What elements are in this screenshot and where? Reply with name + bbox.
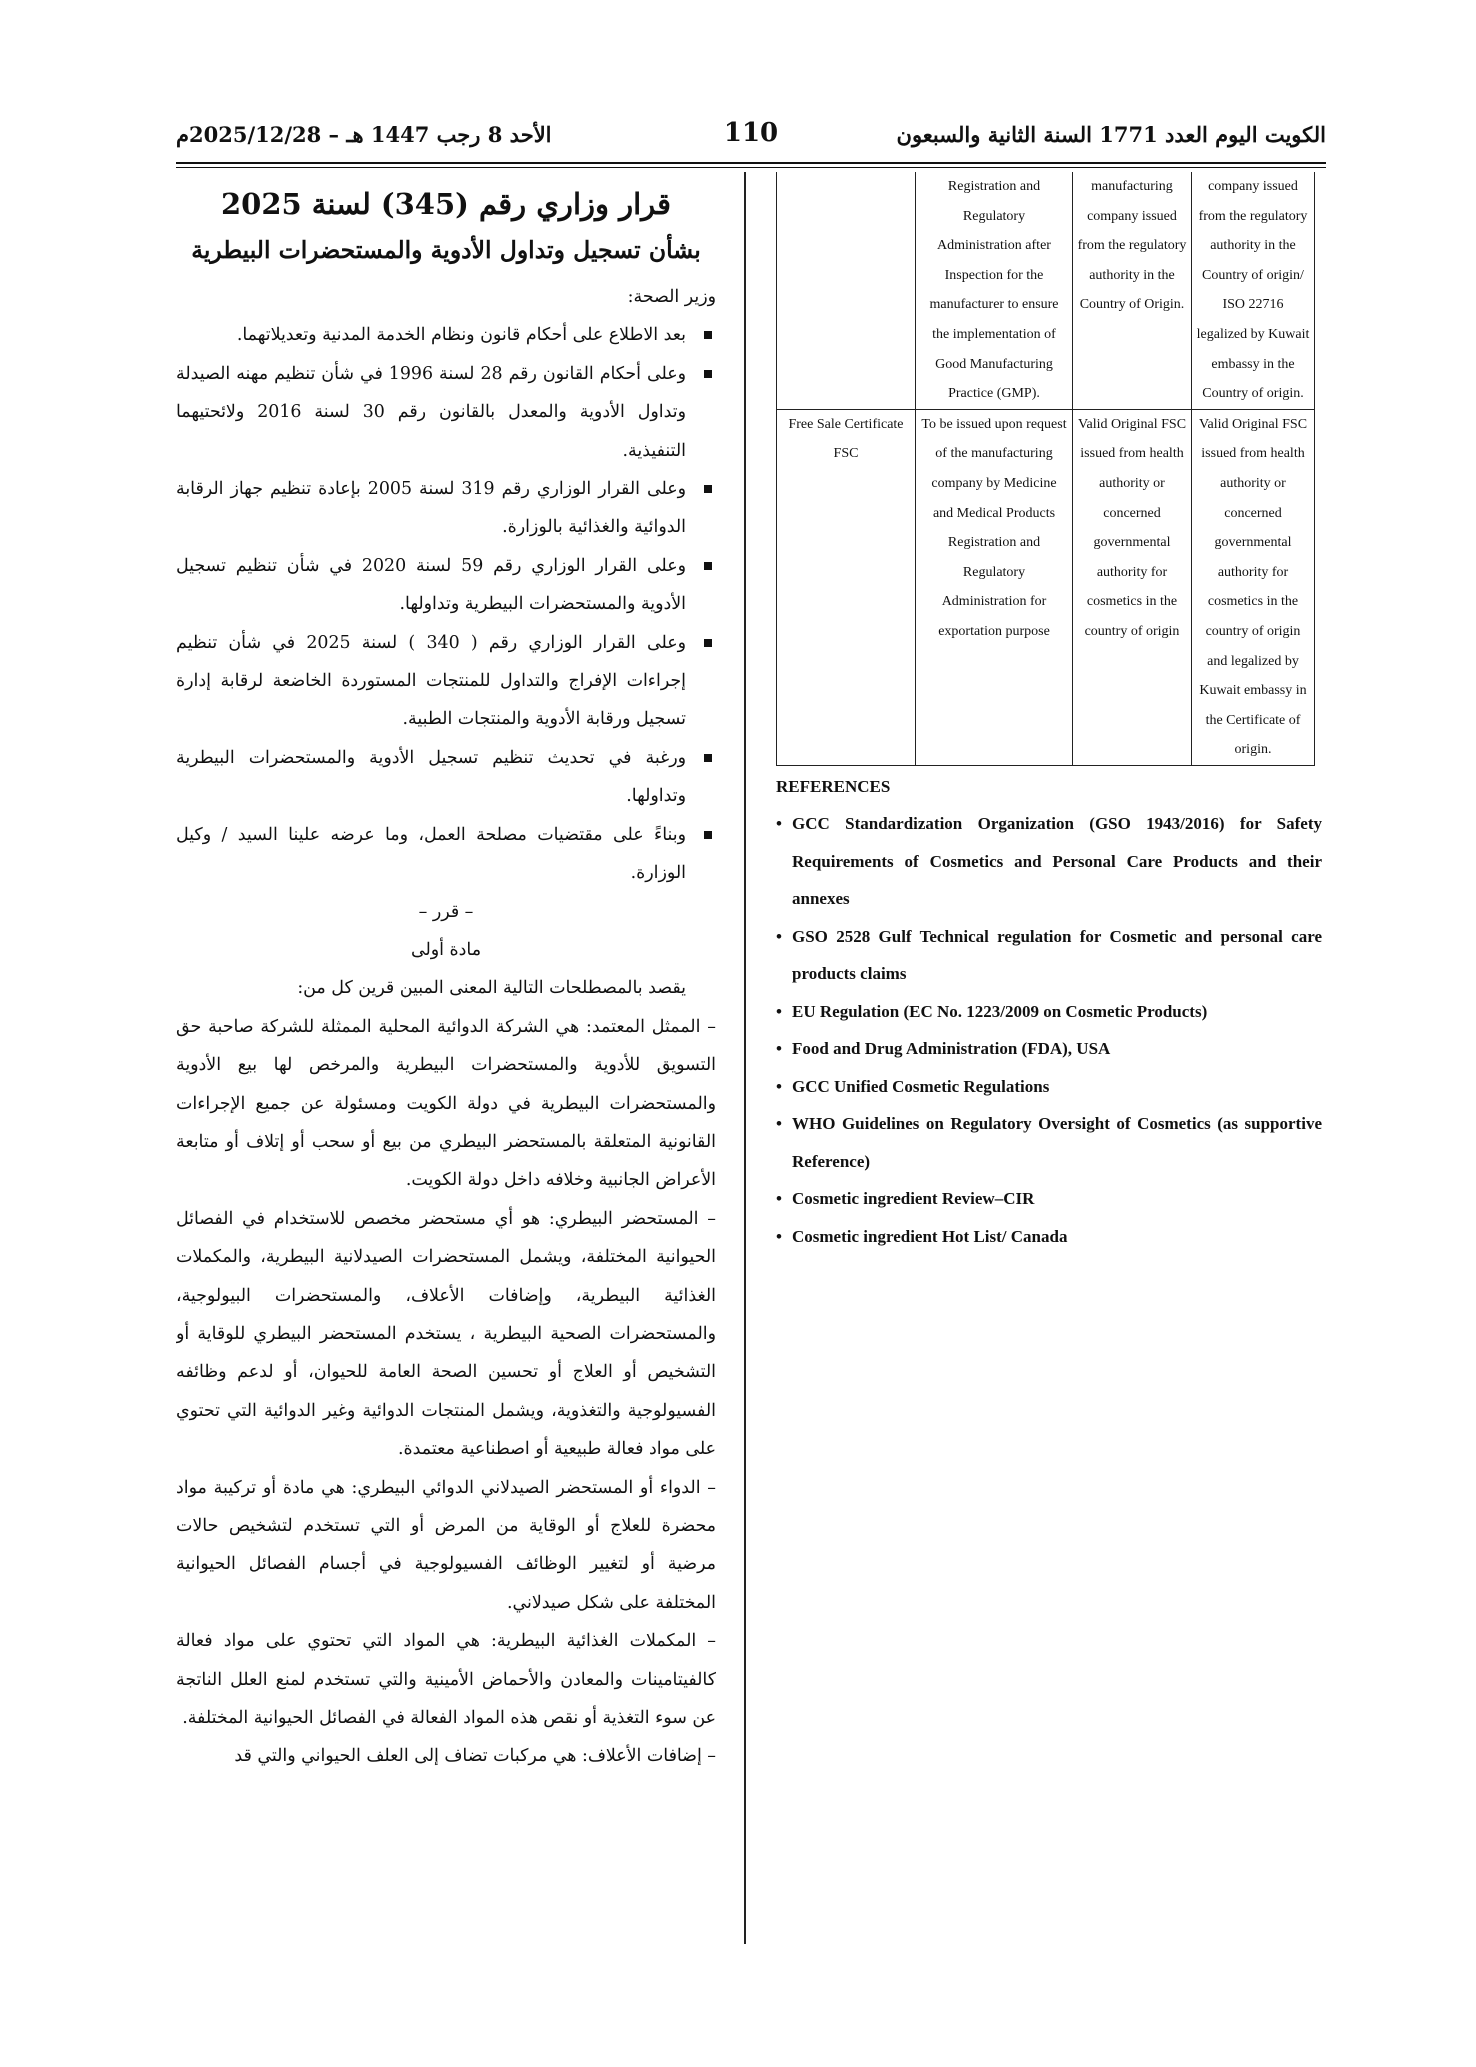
table-cell: Valid Original FSC issued from health authority or concerned governmental authority for cosmetics in the country of origin and legalized by Kuwait embassy in the Certificate of origin. [1192, 409, 1315, 765]
definition-item: – الممثل المعتمد: هي الشركة الدوائية المحلية الممثلة للشركة صاحبة حق التسويق للأدوية والمستحضرات البيطرية والمرخص لها بيع الأدوية والمستحضرات البيطرية في دولة الكويت ومسئولة عن جميع الإجراءات القانونية المتعلقة بالمستحضر البيطري من بيع أو سحب أو إتلاف أو متابعة الأعراض الجانبية وخلافه داخل دولة الكويت. [176, 1016, 716, 1191]
list-item: • GSO 2528 Gulf Technical regulation for Cosmetic and personal care products claims [776, 918, 1322, 993]
decree-subtitle: بشأن تسجيل وتداول الأدوية والمستحضرات البيطرية [191, 236, 701, 264]
minister-line: وزير الصحة: [627, 287, 716, 307]
header-rule-thick [176, 162, 1326, 164]
issue-date: الأحد 8 رجب 1447 هـ – 2025/12/28م [176, 122, 552, 147]
article-title: مادة أولى [410, 939, 482, 960]
table-cell: Free Sale Certificate FSC [777, 409, 916, 765]
definition-item: – الدواء أو المستحضر الصيدلاني الدوائي البيطري: هي مادة أو تركيبة مواد محضرة للعلاج أو الوقاية من المرض أو التي تستخدم لتشخيص حالات مرضية أو لتغيير الوظائف الفسيولوجية في أجسام الفصائل الحيوانية المختلفة على شكل صيدلاني. [176, 1477, 716, 1613]
page-header [176, 118, 1326, 158]
article-intro: يقصد بالمصطلحات التالية المعنى المبين قرين كل من: [297, 978, 686, 999]
decree-column [176, 178, 716, 1948]
preamble-item: وعلى القرار الوزاري رقم 319 لسنة 2005 بإعادة تنظيم جهاز الرقابة الدوائية والغذائية بالوزارة. [176, 470, 716, 547]
list-item: • Food and Drug Administration (FDA), USA [776, 1030, 1322, 1068]
list-item: • Cosmetic ingredient Hot List/ Canada [776, 1218, 1322, 1256]
references-section [776, 768, 1322, 1256]
definition-item: – المستحضر البيطري: هو أي مستحضر مخصص للاستخدام في الفصائل الحيوانية المختلفة، ويشمل المستحضرات الصيدلانية البيطرية، والمكملات الغذائية البيطرية، وإضافات الأعلاف، والمستحضرات البيولوجية، والمستحضرات الصحية البيطرية ، يستخدم المستحضر البيطري للوقاية أو التشخيص أو العلاج أو تحسين الصحة العامة للحيوان، أو لدعم وظائفه الفسيولوجية والتغذوية، ويشمل المنتجات الدوائية وغير الدوائية التي تحتوي على مواد فعالة طبيعية أو اصطناعية معتمدة. [176, 1208, 716, 1460]
decree-title: قرار وزاري رقم (345) لسنة 2025 [220, 187, 672, 221]
definition-item: – المكملات الغذائية البيطرية: هي المواد التي تحتوي على مواد فعالة كالفيتامينات والمعادن والأحماض الأمينية والتي تستخدم لمنع العلل الناتجة عن سوء التغذية أو نقص هذه المواد الفعالة في الفصائل الحيوانية المختلفة. [176, 1631, 716, 1729]
table-cell [777, 172, 916, 409]
column-divider [744, 172, 746, 1944]
requirements-table [776, 172, 1315, 766]
preamble-item: وبناءً على مقتضيات مصلحة العمل، وما عرضه علينا السيد / وكيل الوزارة. [176, 816, 716, 893]
definition-item: – إضافات الأعلاف: هي مركبات تضاف إلى العلف الحيواني والتي قد [234, 1746, 716, 1767]
list-item: • WHO Guidelines on Regulatory Oversight of Cosmetics (as supportive Reference) [776, 1105, 1322, 1180]
english-column [776, 172, 1322, 1942]
header-rule-thin [176, 167, 1326, 168]
preamble-item: وعلى القرار الوزاري رقم ( 340 ) لسنة 2025 في شأن تنظيم إجراءات الإفراج والتداول للمنتجات المستوردة الخاضعة لرقابة إدارة تسجيل ورقابة الأدوية والمنتجات الطبية. [176, 624, 716, 739]
list-item: • GCC Unified Cosmetic Regulations [776, 1068, 1322, 1106]
table-cell: Valid Original FSC issued from health authority or concerned governmental authority for cosmetics in the country of origin [1073, 409, 1192, 765]
table-row [777, 409, 1315, 765]
table-cell: manufacturing company issued from the regulatory authority in the Country of Origin. [1073, 172, 1192, 409]
preamble-item: بعد الاطلاع على أحكام قانون ونظام الخدمة المدنية وتعديلاتهما. [176, 316, 716, 354]
decided-heading: – قرر – [418, 901, 474, 922]
list-item: • GCC Standardization Organization (GSO 1943/2016) for Safety Requirements of Cosmetics and Personal Care Products and their annexes [776, 805, 1322, 918]
page-number: 110 [723, 118, 779, 148]
references-heading: REFERENCES [776, 776, 891, 796]
list-item: • Cosmetic ingredient Review–CIR [776, 1180, 1322, 1218]
table-cell: To be issued upon request of the manufacturing company by Medicine and Medical Products Registration and Regulatory Administration for exportation purpose [916, 409, 1073, 765]
table-row [777, 172, 1315, 409]
preamble-item: وعلى القرار الوزاري رقم 59 لسنة 2020 في شأن تنظيم تسجيل الأدوية والمستحضرات البيطرية وتداولها. [176, 547, 716, 624]
preamble-item: وعلى أحكام القانون رقم 28 لسنة 1996 في شأن تنظيم مهنه الصيدلة وتداول الأدوية والمعدل بالقانون رقم 30 لسنة 2016 ولائحتيهما التنفيذية. [176, 355, 716, 470]
table-cell: company issued from the regulatory authority in the Country of origin/ ISO 22716 legalized by Kuwait embassy in the Country of origin. [1192, 172, 1315, 409]
list-item: • EU Regulation (EC No. 1223/2009 on Cosmetic Products) [776, 993, 1322, 1031]
table-cell: Registration and Regulatory Administration after Inspection for the manufacturer to ensure the implementation of Good Manufacturing Practice (GMP). [916, 172, 1073, 409]
preamble-item: ورغبة في تحديث تنظيم تسجيل الأدوية والمستحضرات البيطرية وتداولها. [176, 739, 716, 816]
issue-info: الكويت اليوم العدد 1771 السنة الثانية والسبعون [896, 122, 1326, 147]
references-list [776, 805, 1322, 1255]
